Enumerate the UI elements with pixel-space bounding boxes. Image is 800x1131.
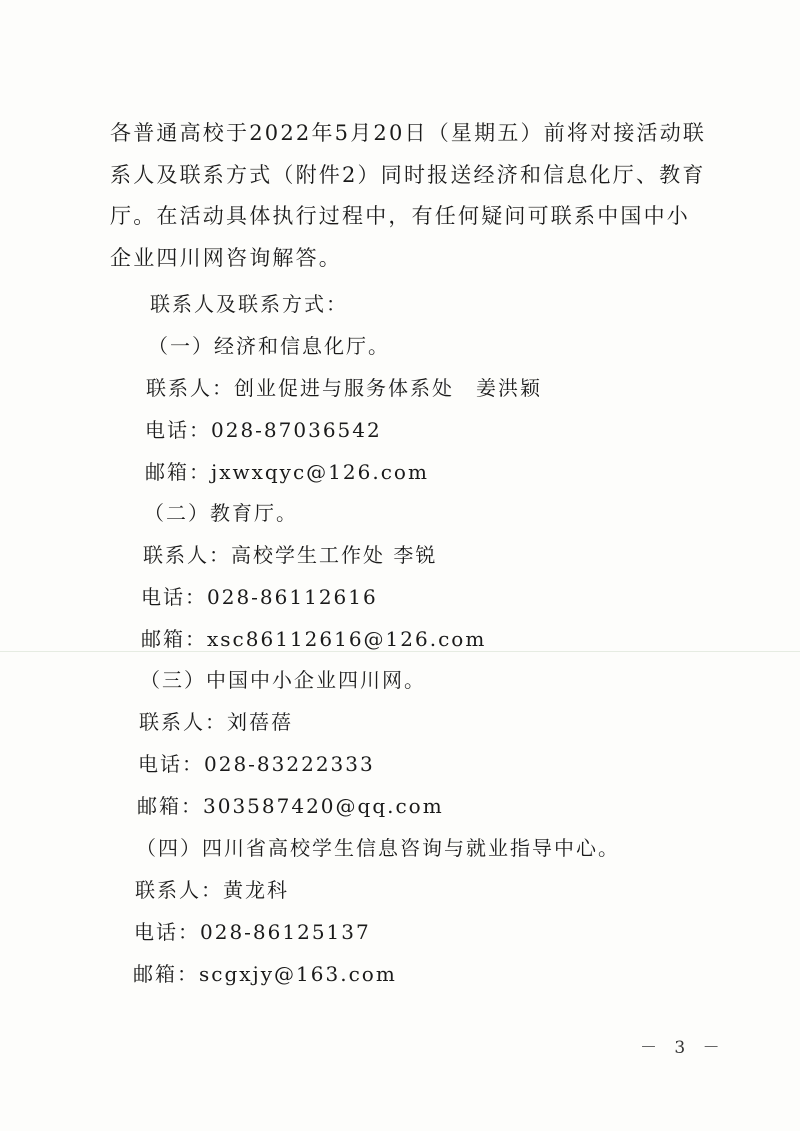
contact-person: 联系人：黄龙科 xyxy=(135,878,289,902)
section-heading: （二）教育厅。 xyxy=(144,501,298,525)
contact-person: 联系人：高校学生工作处 李锐 xyxy=(143,543,438,567)
contact-email: 邮箱：jxwxqyc@126.com xyxy=(145,460,429,484)
section-heading: （三）中国中小企业四川网。 xyxy=(140,668,426,692)
contact-phone: 电话：028-86125137 xyxy=(134,920,371,944)
contact-phone: 电话：028-86112616 xyxy=(141,585,378,609)
contact-phone: 电话：028-83222333 xyxy=(138,752,375,776)
contacts-intro: 联系人及联系方式： xyxy=(150,292,348,316)
contact-email: 邮箱：scgxjy@163.com xyxy=(133,962,397,986)
section-heading: （四）四川省高校学生信息咨询与就业指导中心。 xyxy=(136,836,620,860)
contact-person: 联系人：创业促进与服务体系处 姜洪颖 xyxy=(146,376,542,400)
section-heading: （一）经济和信息化厅。 xyxy=(148,334,390,358)
page-number: － 3 － xyxy=(640,1038,726,1058)
contact-phone: 电话：028-87036542 xyxy=(145,418,382,442)
contact-email: 邮箱：xsc86112616@126.com xyxy=(141,627,487,651)
contact-email: 邮箱：303587420@qq.com xyxy=(137,794,444,818)
contact-person: 联系人：刘蓓蓓 xyxy=(139,710,293,734)
body-paragraph: 各普通高校于2022年5月20日（星期五）前将对接活动联系人及联系方式（附件2）同时报送经济和信息化厅、教育厅。在活动具体执行过程中，有任何疑问可联系中国中小企业四川网咨询解答。 xyxy=(110,121,707,270)
